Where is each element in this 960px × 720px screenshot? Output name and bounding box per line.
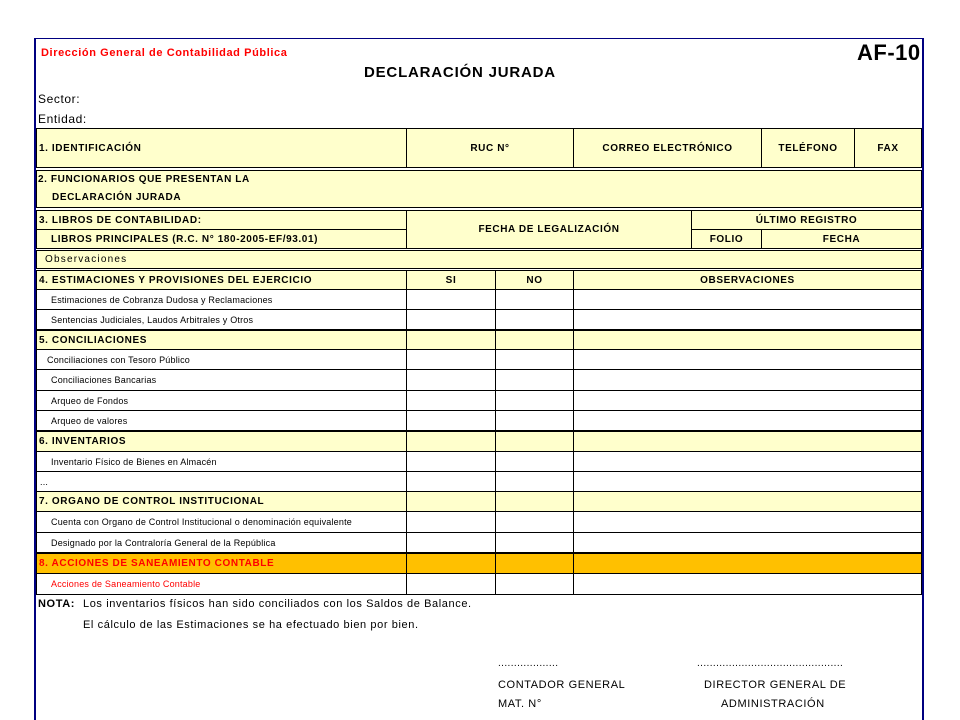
frame-top-border xyxy=(34,38,924,39)
folio-header: FOLIO xyxy=(691,229,762,249)
section-8-title: 8. ACCIONES DE SANEAMIENTO CONTABLE xyxy=(36,553,407,574)
section-7-no-blank xyxy=(495,491,574,512)
section-8-si-blank xyxy=(406,553,496,574)
section-7-title: 7. ORGANO DE CONTROL INSTITUCIONAL xyxy=(36,491,407,512)
table-row-label: Conciliaciones Bancarias xyxy=(36,369,407,391)
ultimo-registro-header: ÚLTIMO REGISTRO xyxy=(691,210,922,230)
no-cell[interactable] xyxy=(495,471,574,492)
administracion-label: ADMINISTRACIÓN xyxy=(721,698,825,710)
table-row-label: Acciones de Saneamiento Contable xyxy=(36,573,407,595)
si-cell[interactable] xyxy=(406,532,496,553)
correo-header: CORREO ELECTRÓNICO xyxy=(573,128,762,168)
section-5-no-blank xyxy=(495,330,574,350)
observaciones-cell[interactable] xyxy=(573,410,922,431)
entidad-label: Entidad: xyxy=(38,112,87,126)
section-1-title: 1. IDENTIFICACIÓN xyxy=(36,128,407,168)
section-5-title: 5. CONCILIACIONES xyxy=(36,330,407,350)
observaciones-cell[interactable] xyxy=(573,349,922,370)
si-cell[interactable] xyxy=(406,369,496,391)
section-5-obs-blank xyxy=(573,330,922,350)
observaciones-cell[interactable] xyxy=(573,309,922,330)
table-row-label: Arqueo de valores xyxy=(36,410,407,431)
no-cell[interactable] xyxy=(495,573,574,595)
observaciones-cell[interactable] xyxy=(573,289,922,310)
si-cell[interactable] xyxy=(406,390,496,411)
no-cell[interactable] xyxy=(495,511,574,533)
no-cell[interactable] xyxy=(495,532,574,553)
section-2-title-cont: DECLARACIÓN JURADA xyxy=(52,192,182,203)
nota-line-2: El cálculo de las Estimaciones se ha efectuado bien por bien. xyxy=(83,619,419,631)
section-6-no-blank xyxy=(495,431,574,452)
sector-label: Sector: xyxy=(38,92,81,106)
no-cell[interactable] xyxy=(495,369,574,391)
section-8-obs-blank xyxy=(573,553,922,574)
si-cell[interactable] xyxy=(406,573,496,595)
contador-general-label: CONTADOR GENERAL xyxy=(498,679,626,691)
no-cell[interactable] xyxy=(495,390,574,411)
table-row-label: Conciliaciones con Tesoro Público xyxy=(36,349,407,370)
observaciones-cell[interactable] xyxy=(573,451,922,472)
no-cell[interactable] xyxy=(495,309,574,330)
no-cell[interactable] xyxy=(495,349,574,370)
section-6-si-blank xyxy=(406,431,496,452)
form-code: AF-10 xyxy=(857,40,921,65)
section-3-title: 3. LIBROS DE CONTABILIDAD: xyxy=(36,210,407,230)
page-title: DECLARACIÓN JURADA xyxy=(364,64,556,81)
frame-right-border xyxy=(922,38,924,720)
si-cell[interactable] xyxy=(406,511,496,533)
section-8-no-blank xyxy=(495,553,574,574)
table-row-label: Designado por la Contraloría General de la República xyxy=(36,532,407,553)
fax-header: FAX xyxy=(854,128,922,168)
si-cell[interactable] xyxy=(406,289,496,310)
observaciones-cell[interactable] xyxy=(573,573,922,595)
section-7-obs-blank xyxy=(573,491,922,512)
section-5-si-blank xyxy=(406,330,496,350)
telefono-header: TELÉFONO xyxy=(761,128,855,168)
section-6-obs-blank xyxy=(573,431,922,452)
si-header: SI xyxy=(406,270,496,290)
table-row-label: Sentencias Judiciales, Laudos Arbitrales y Otros xyxy=(36,309,407,330)
table-row-label: Estimaciones de Cobranza Dudosa y Reclamaciones xyxy=(36,289,407,310)
observaciones-cell[interactable] xyxy=(573,471,922,492)
no-cell[interactable] xyxy=(495,451,574,472)
section-2-title: 2. FUNCIONARIOS QUE PRESENTAN LA xyxy=(38,174,250,185)
nota-label: NOTA: xyxy=(38,598,76,610)
observaciones-cell[interactable] xyxy=(573,390,922,411)
table-row-label: Inventario Físico de Bienes en Almacén xyxy=(36,451,407,472)
si-cell[interactable] xyxy=(406,309,496,330)
no-cell[interactable] xyxy=(495,289,574,310)
mat-label: MAT. N° xyxy=(498,698,542,710)
si-cell[interactable] xyxy=(406,451,496,472)
signature-line-right: .............................................. xyxy=(697,658,844,669)
signature-line-left: ................... xyxy=(498,658,559,669)
observaciones-cell[interactable] xyxy=(573,511,922,533)
section-6-title: 6. INVENTARIOS xyxy=(36,431,407,452)
libros-principales: LIBROS PRINCIPALES (R.C. N° 180-2005-EF/93.01) xyxy=(36,229,407,249)
observaciones-cell[interactable] xyxy=(573,532,922,553)
fecha-legalizacion-header: FECHA DE LEGALIZACIÓN xyxy=(406,210,692,249)
no-header: NO xyxy=(495,270,574,290)
si-cell[interactable] xyxy=(406,471,496,492)
observaciones-cell[interactable] xyxy=(573,369,922,391)
si-cell[interactable] xyxy=(406,410,496,431)
table-row-label: Cuenta con Organo de Control Institucional o denominación equivalente xyxy=(36,511,407,533)
table-row-label: Arqueo de Fondos xyxy=(36,390,407,411)
ruc-header: RUC N° xyxy=(406,128,574,168)
nota-line-1: Los inventarios físicos han sido conciliados con los Saldos de Balance. xyxy=(83,598,472,610)
section-7-si-blank xyxy=(406,491,496,512)
no-cell[interactable] xyxy=(495,410,574,431)
org-name: Dirección General de Contabilidad Pública xyxy=(41,47,288,59)
si-cell[interactable] xyxy=(406,349,496,370)
fecha-header: FECHA xyxy=(761,229,922,249)
observaciones-row: Observaciones xyxy=(36,250,922,269)
section-4-title: 4. ESTIMACIONES Y PROVISIONES DEL EJERCICIO xyxy=(36,270,407,290)
director-label: DIRECTOR GENERAL DE xyxy=(704,679,847,691)
table-row-label: ... xyxy=(36,471,407,492)
observaciones-header: OBSERVACIONES xyxy=(573,270,922,290)
